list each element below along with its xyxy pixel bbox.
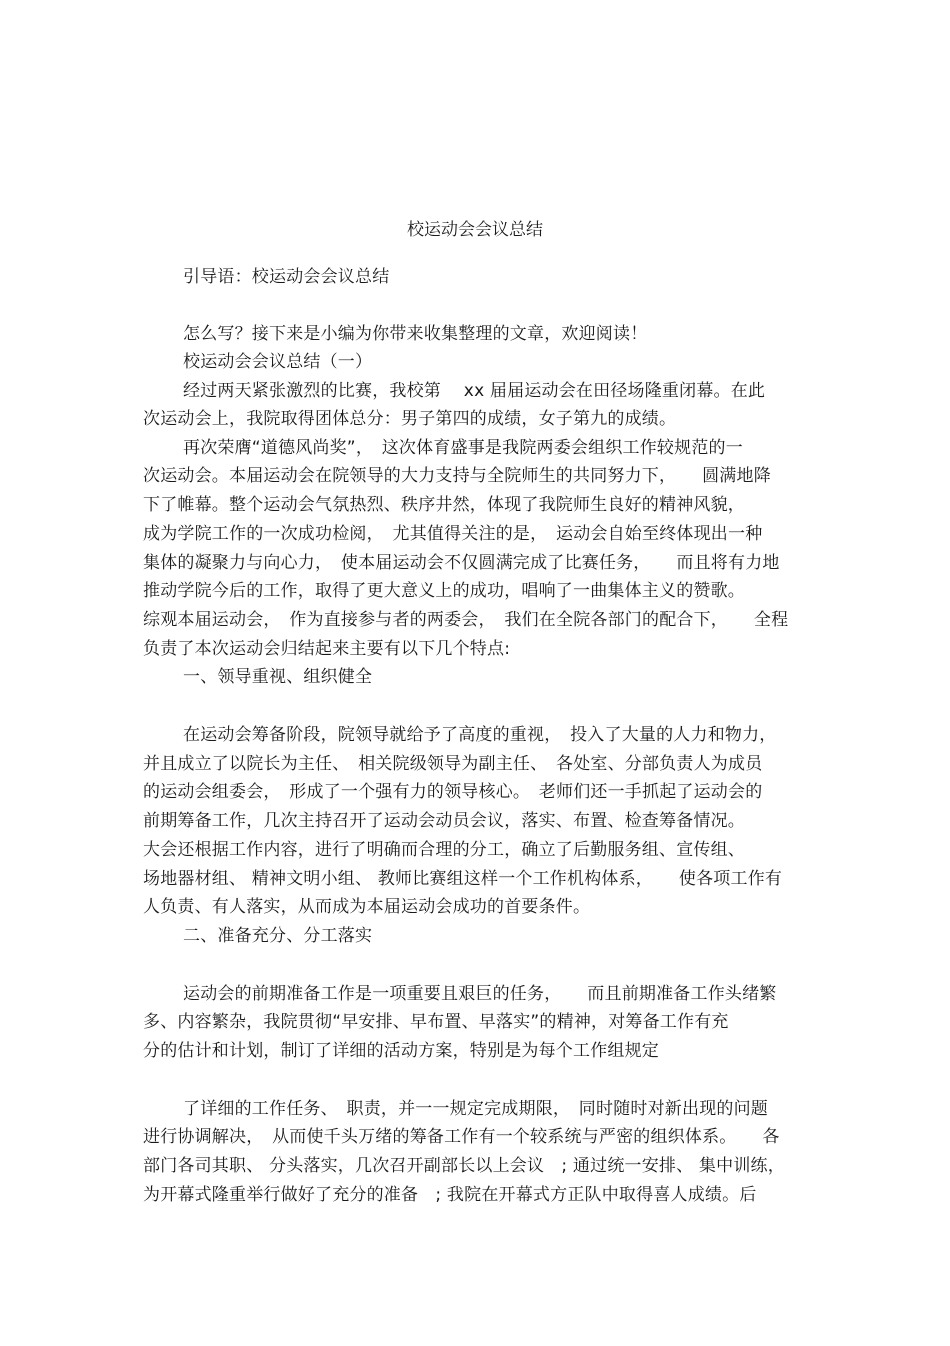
- paragraph-line: 经过两天紧张激烈的比赛，我校第 xx 届届运动会在田径场隆重闭幕。在此: [183, 381, 766, 401]
- paragraph-line: 大会还根据工作内容，进行了明确而合理的分工，确立了后勤服务组、宣传组、: [143, 840, 745, 860]
- paragraph-line: 在运动会筹备阶段，院领导就给予了高度的重视， 投入了大量的人力和物力，: [183, 725, 777, 745]
- paragraph-line: 推动学院今后的工作，取得了更大意义上的成功，唱响了一曲集体主义的赞歌。: [143, 581, 745, 601]
- paragraph-line: 怎么写？接下来是小编为你带来收集整理的文章，欢迎阅读！: [183, 324, 648, 344]
- intro-line: 引导语：校运动会会议总结: [183, 267, 390, 287]
- paragraph-line: 场地器材组、 精神文明小组、 教师比赛组这样一个工作机构体系， 使各项工作有: [143, 869, 783, 889]
- paragraph-line: 前期筹备工作，几次主持召开了运动会动员会议，落实、布置、检查筹备情况。: [143, 811, 745, 831]
- section-heading: 二、准备充分、分工落实: [183, 926, 373, 946]
- paragraph-line: 部门各司其职、 分头落实，几次召开副部长以上会议 ; 通过统一安排、 集中训练，: [143, 1156, 785, 1176]
- section-heading: 一、领导重视、组织健全: [183, 667, 373, 687]
- paragraph-line: 次运动会。本届运动会在院领导的大力支持与全院师生的共同努力下， 圆满地降: [143, 466, 771, 486]
- paragraph-line: 成为学院工作的一次成功检阅， 尤其值得关注的是， 运动会自始至终体现出一种: [143, 524, 763, 544]
- paragraph-line: 再次荣膺“道德风尚奖”， 这次体育盛事是我院两委会组织工作较规范的一: [183, 438, 743, 458]
- section-heading: 校运动会会议总结（一）: [183, 352, 373, 372]
- paragraph-line: 为开幕式隆重举行做好了充分的准备 ; 我院在开幕式方正队中取得喜人成绩。后: [143, 1185, 757, 1205]
- paragraph-line: 了详细的工作任务、 职责，并一一规定完成期限， 同时随时对新出现的问题: [183, 1099, 768, 1119]
- paragraph-line: 的运动会组委会， 形成了一个强有力的领导核心。 老师们还一手抓起了运动会的: [143, 782, 763, 802]
- paragraph-line: 分的估计和计划，制订了详细的活动方案，特别是为每个工作组规定: [143, 1041, 659, 1061]
- document-title: 校运动会会议总结: [407, 220, 543, 240]
- paragraph-line: 进行协调解决， 从而使千头万绪的筹备工作有一个较系统与严密的组织体系。 各: [143, 1127, 780, 1147]
- paragraph-line: 并且成立了以院长为主任、 相关院级领导为副主任、 各处室、分部负责人为成员: [143, 754, 763, 774]
- paragraph-line: 下了帷幕。整个运动会气氛热烈、秩序井然，体现了我院师生良好的精神风貌，: [143, 495, 745, 515]
- paragraph-line: 综观本届运动会， 作为直接参与者的两委会， 我们在全院各部门的配合下， 全程: [143, 610, 789, 630]
- paragraph-line: 集体的凝聚力与向心力， 使本届运动会不仅圆满完成了比赛任务， 而且将有力地: [143, 553, 780, 573]
- paragraph-line: 多、内容繁杂，我院贯彻“早安排、早布置、早落实”的精神，对筹备工作有充: [143, 1012, 729, 1032]
- paragraph-line: 次运动会上，我院取得团体总分：男子第四的成绩，女子第九的成绩。: [143, 409, 677, 429]
- paragraph-line: 人负责、有人落实，从而成为本届运动会成功的首要条件。: [143, 897, 591, 917]
- paragraph-line: 运动会的前期准备工作是一项重要且艰巨的任务， 而且前期准备工作头绪繁: [183, 984, 777, 1004]
- paragraph-line: 负责了本次运动会归结起来主要有以下几个特点:: [143, 639, 511, 659]
